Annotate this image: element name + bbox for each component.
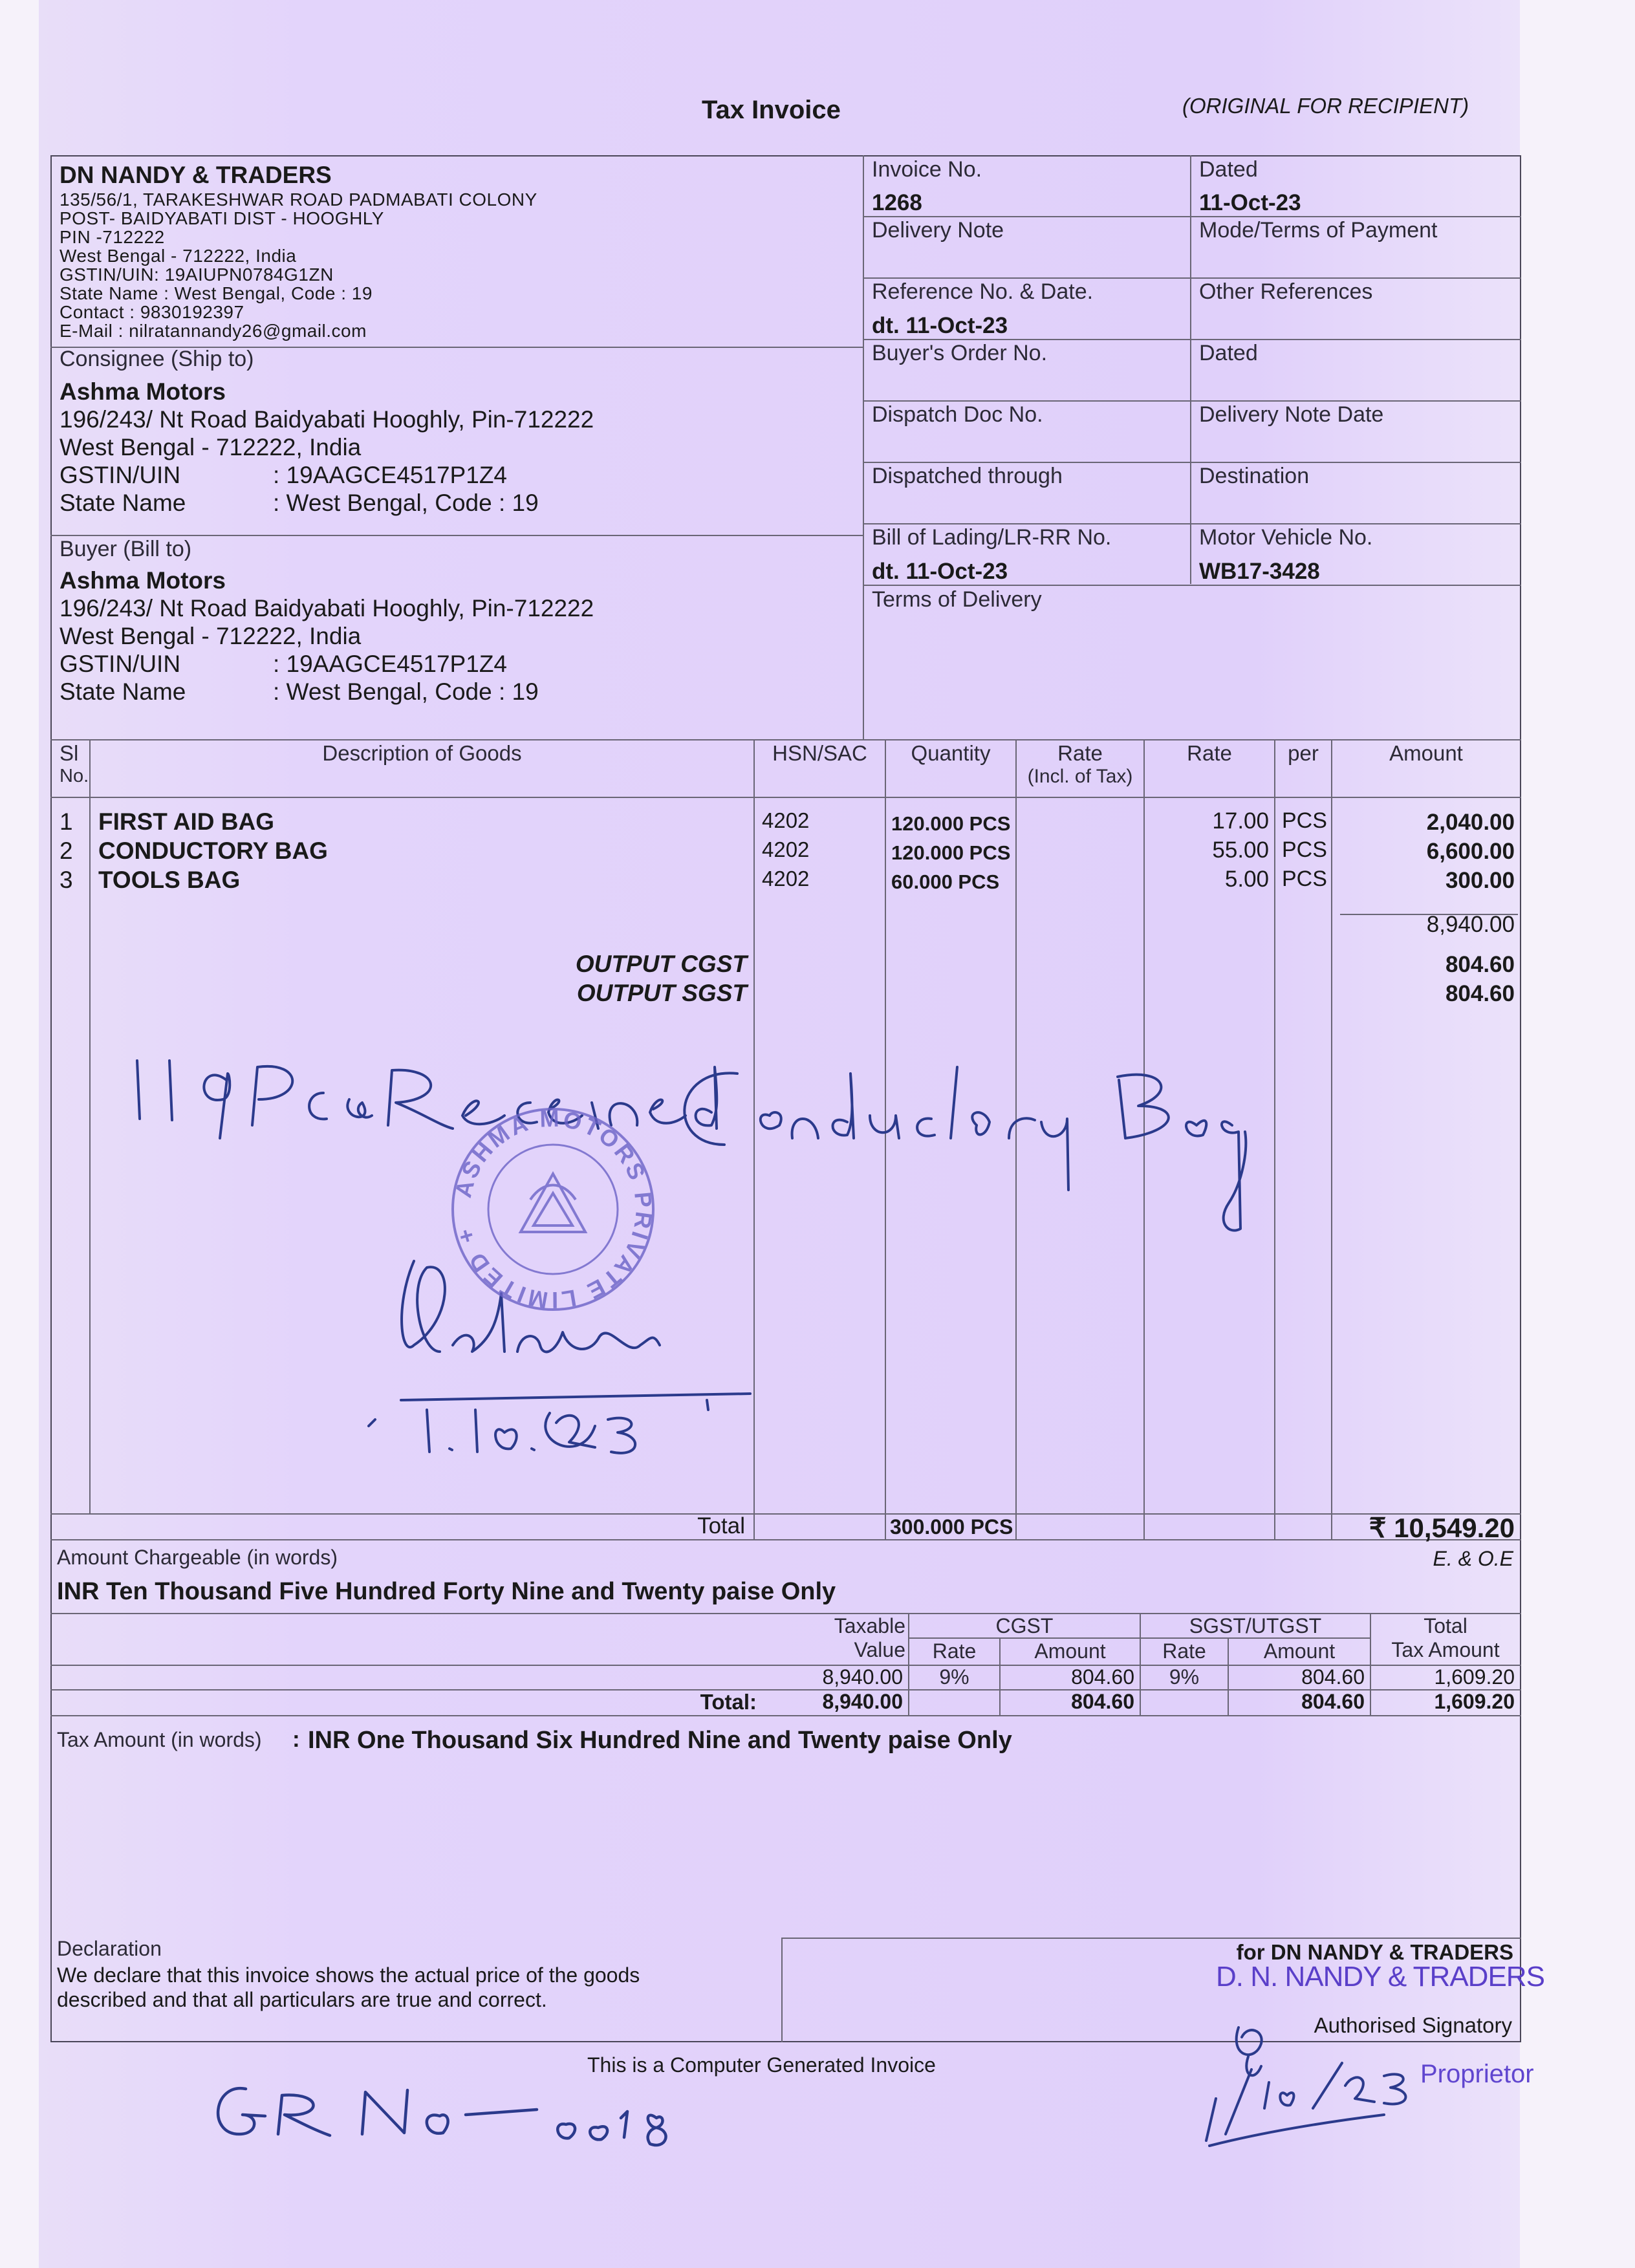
cgst-rate-header: Rate (932, 1639, 977, 1663)
output-sgst-amount: 804.60 (1445, 981, 1515, 1006)
order-dated-label: Dated (1199, 341, 1258, 365)
tax-row-sgst-rate: 9% (1169, 1665, 1200, 1689)
terms-of-delivery-label: Terms of Delivery (872, 587, 1042, 612)
table-row-3-amount: 300.00 (1445, 868, 1515, 893)
mode-terms-label: Mode/Terms of Payment (1199, 218, 1438, 243)
tax-total-taxable: 8,940.00 (822, 1690, 903, 1713)
table-row-2-amount: 6,600.00 (1426, 839, 1515, 864)
table-row-2-hsn: 4202 (762, 837, 810, 861)
col-rate-incl-header: Rate (Incl. of Tax) (1027, 741, 1133, 787)
computer-generated-note: This is a Computer Generated Invoice (587, 2053, 936, 2077)
grand-total: ₹ 10,549.20 (1369, 1513, 1515, 1543)
total-tax-header: Total Tax Amount (1391, 1614, 1500, 1661)
table-row-1-amount: 2,040.00 (1426, 810, 1515, 835)
copy-note: (ORIGINAL FOR RECIPIENT) (1182, 94, 1469, 118)
table-row-3-quantity: 60.000 PCS (891, 870, 1000, 893)
authorised-signatory-label: Authorised Signatory (1314, 2013, 1512, 2037)
reference-label: Reference No. & Date. (872, 279, 1094, 304)
amount-words-label: Amount Chargeable (in words) (57, 1546, 338, 1569)
col-hsn-header: HSN/SAC (772, 741, 867, 765)
cgst-header: CGST (995, 1614, 1054, 1637)
declaration-text: We declare that this invoice shows the actual price of the goods described and that all particulars are true and correct. (57, 1963, 640, 2011)
tax-row-cgst-rate: 9% (939, 1665, 969, 1689)
tax-in-words: INR One Thousand Six Hundred Nine and Twenty paise Only (308, 1727, 1012, 1754)
delivery-note-date-label: Delivery Note Date (1199, 402, 1384, 427)
consignee-heading: Consignee (Ship to) (60, 347, 254, 371)
table-row-1-hsn: 4202 (762, 808, 810, 832)
table-row-3-hsn: 4202 (762, 867, 810, 891)
output-cgst-label: OUTPUT CGST (575, 951, 747, 977)
dispatched-through-label: Dispatched through (872, 464, 1063, 488)
table-row-1-rate: 17.00 (1212, 808, 1269, 834)
reference-date: dt. 11-Oct-23 (872, 313, 1008, 338)
bill-of-lading-date: dt. 11-Oct-23 (872, 559, 1008, 584)
table-row-2-rate: 55.00 (1212, 837, 1269, 863)
tax-row-sgst-amount: 804.60 (1301, 1665, 1365, 1689)
col-quantity-header: Quantity (911, 741, 991, 765)
table-row-3-per: PCS (1282, 867, 1327, 891)
col-description-header: Description of Goods (322, 741, 522, 765)
declaration-heading: Declaration (57, 1937, 162, 1960)
seller-name: DN NANDY & TRADERS (60, 162, 332, 188)
table-row-2-description: CONDUCTORY BAG (98, 837, 328, 864)
proprietor-stamp: Proprietor (1420, 2060, 1534, 2088)
received-note-handwriting (137, 1061, 1246, 1231)
total-quantity: 300.000 PCS (890, 1515, 1013, 1539)
eoe-note: E. & O.E (1433, 1547, 1513, 1570)
company-rubber-stamp: D. N. NANDY & TRADERS (1216, 1961, 1544, 1993)
buyer-block: Ashma Motors 196/243/ Nt Road Baidyabati Hooghly, Pin-712222 West Bengal - 712222, India GSTIN/UIN : 19AAGCE4517P1Z4 State Name : West Bengal, Code : 19 (60, 567, 594, 705)
sgst-rate-header: Rate (1162, 1639, 1206, 1663)
invoice-no-label: Invoice No. (872, 157, 982, 182)
table-row-1-description: FIRST AID BAG (98, 808, 275, 835)
for-company-label: for DN NANDY & TRADERS (1236, 1940, 1513, 1964)
tax-words-label: Tax Amount (in words) (57, 1728, 262, 1751)
receipt-date-handwriting (369, 1400, 708, 1453)
bill-of-lading-label: Bill of Lading/LR-RR No. (872, 525, 1112, 550)
amount-in-words: INR Ten Thousand Five Hundred Forty Nine and Twenty paise Only (57, 1578, 836, 1605)
subtotal-amount: 8,940.00 (1426, 912, 1515, 937)
svg-text:ASHMA MOTORS PRIVATE LIMITED + (449, 1105, 657, 1314)
tax-row-total: 1,609.20 (1434, 1665, 1515, 1689)
output-cgst-amount: 804.60 (1445, 952, 1515, 977)
tax-row-taxable: 8,940.00 (822, 1665, 903, 1689)
col-amount-header: Amount (1389, 741, 1463, 765)
table-row-3-rate: 5.00 (1224, 867, 1269, 892)
table-row-1-per: PCS (1282, 808, 1327, 833)
col-rate-header: Rate (1187, 741, 1232, 765)
other-references-label: Other References (1199, 279, 1373, 304)
motor-vehicle-no: WB17-3428 (1199, 559, 1320, 584)
tax-row-cgst-amount: 804.60 (1071, 1665, 1134, 1689)
col-per-header: per (1288, 741, 1319, 765)
table-row-3-sl: 3 (60, 867, 73, 893)
buyer-heading: Buyer (Bill to) (60, 537, 192, 561)
cgst-amount-header: Amount (1034, 1639, 1106, 1663)
invoice-date: 11-Oct-23 (1199, 190, 1301, 215)
dispatch-doc-label: Dispatch Doc No. (872, 402, 1043, 427)
sgst-amount-header: Amount (1263, 1639, 1336, 1663)
table-row-1-quantity: 120.000 PCS (891, 812, 1011, 835)
signatory-signature (1206, 2027, 1405, 2146)
table-row-2-per: PCS (1282, 837, 1327, 862)
table-row-2-quantity: 120.000 PCS (891, 841, 1011, 864)
col-sl-header: Sl No. (60, 741, 89, 786)
seal-ring-text: ASHMA MOTORS PRIVATE LIMITED + (449, 1105, 658, 1314)
table-row-3-description: TOOLS BAG (98, 867, 241, 893)
tax-total-sgst: 804.60 (1301, 1690, 1365, 1713)
company-seal (440, 1103, 666, 1316)
buyers-order-label: Buyer's Order No. (872, 341, 1048, 365)
invoice-no: 1268 (872, 190, 922, 215)
tax-total-amount: 1,609.20 (1434, 1690, 1515, 1713)
table-row-1-sl: 1 (60, 808, 73, 835)
seller-address: 135/56/1, TARAKESHWAR ROAD PADMABATI COLONY POST- BAIDYABATI DIST - HOOGHLY PIN -712222 West Bengal - 712222, India GSTIN/UIN: 19AIUPN0784G1ZN State Name : West Bengal, Code : 19 Contact : 9830192397 E-Mail : nilratannandy26@gmail.com (60, 189, 537, 341)
sgst-header: SGST/UTGST (1189, 1614, 1322, 1637)
table-row-2-sl: 2 (60, 837, 73, 864)
output-sgst-label: OUTPUT SGST (576, 980, 747, 1006)
document-title: Tax Invoice (702, 96, 841, 124)
consignee-block: Ashma Motors 196/243/ Nt Road Baidyabati Hooghly, Pin-712222 West Bengal - 712222, India GSTIN/UIN : 19AAGCE4517P1Z4 State Name : West Bengal, Code : 19 (60, 378, 594, 516)
taxable-value-header: Taxable Value (834, 1614, 905, 1661)
motor-vehicle-label: Motor Vehicle No. (1199, 525, 1373, 550)
total-label: Total (697, 1513, 745, 1539)
tax-words-colon: : (292, 1727, 300, 1752)
grn-handwriting (218, 2088, 666, 2145)
destination-label: Destination (1199, 464, 1310, 488)
tax-total-label: Total: (700, 1690, 757, 1714)
delivery-note-label: Delivery Note (872, 218, 1004, 243)
dated-label: Dated (1199, 157, 1258, 182)
tax-total-cgst: 804.60 (1071, 1690, 1134, 1713)
